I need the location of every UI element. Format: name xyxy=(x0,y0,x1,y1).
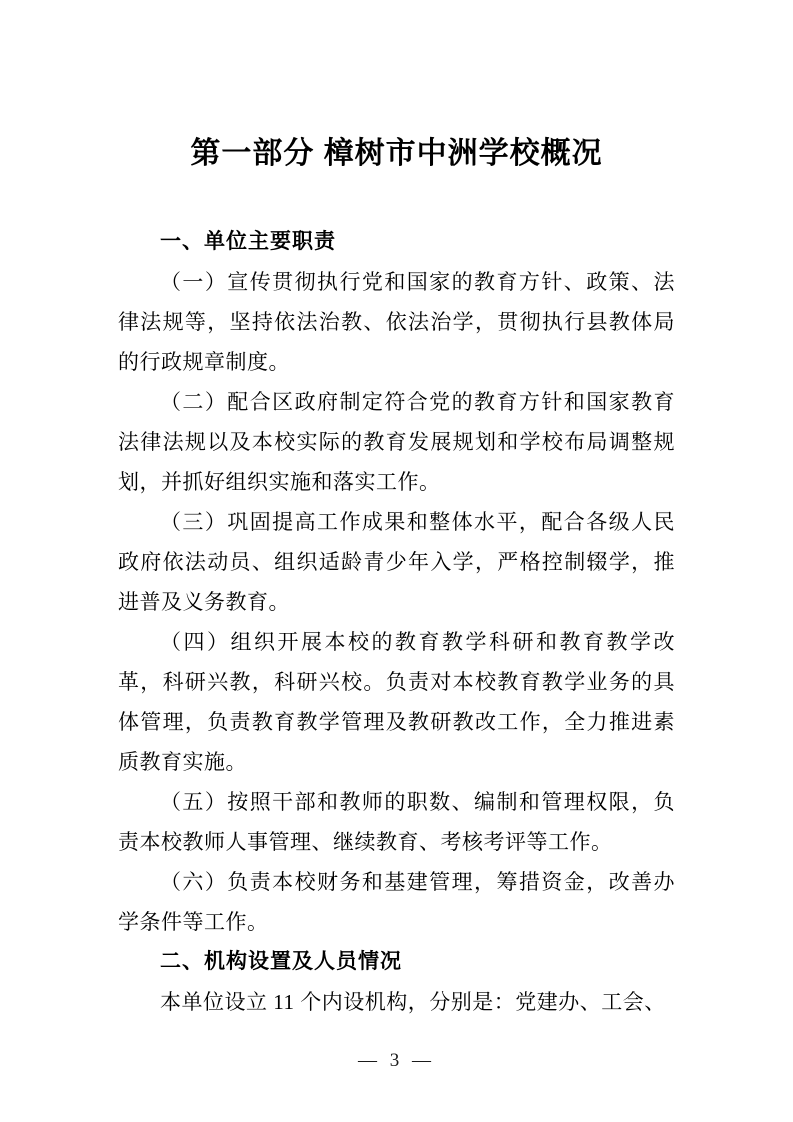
paragraph-org-1: 本单位设立 11 个内设机构，分别是：党建办、工会、 xyxy=(160,990,666,1014)
page-number: — 3 — xyxy=(358,1050,435,1071)
paragraph-duty-3: （三）巩固提高工作成果和整体水平，配合各级人民政府依法动员、组织适龄青少年入学，严格控制辍学，推进普及义务教育。 xyxy=(118,510,675,614)
paragraph-duty-1: （一）宣传贯彻执行党和国家的教育方针、政策、法律法规等，坚持依法治教、依法治学，贯彻执行县教体局的行政规章制度。 xyxy=(118,270,675,374)
document-title: 第一部分 樟树市中洲学校概况 xyxy=(190,137,603,170)
section-heading-org-structure: 二、机构设置及人员情况 xyxy=(160,950,402,973)
paragraph-duty-5: （五）按照干部和教师的职数、编制和管理权限，负责本校教师人事管理、继续教育、考核考评等工作。 xyxy=(118,790,675,854)
paragraph-duty-2: （二）配合区政府制定符合党的教育方针和国家教育法律法规以及本校实际的教育发展规划和学校布局调整规划，并抓好组织实施和落实工作。 xyxy=(118,390,675,494)
paragraph-duty-6: （六）负责本校财务和基建管理，筹措资金，改善办学条件等工作。 xyxy=(118,870,675,934)
paragraph-duty-4: （四）组织开展本校的教育教学科研和教育教学改革，科研兴教，科研兴校。负责对本校教育教学业务的具体管理，负责教育教学管理及教研教改工作，全力推进素质教育实施。 xyxy=(118,630,675,774)
section-heading-unit-duties: 一、单位主要职责 xyxy=(160,230,336,253)
